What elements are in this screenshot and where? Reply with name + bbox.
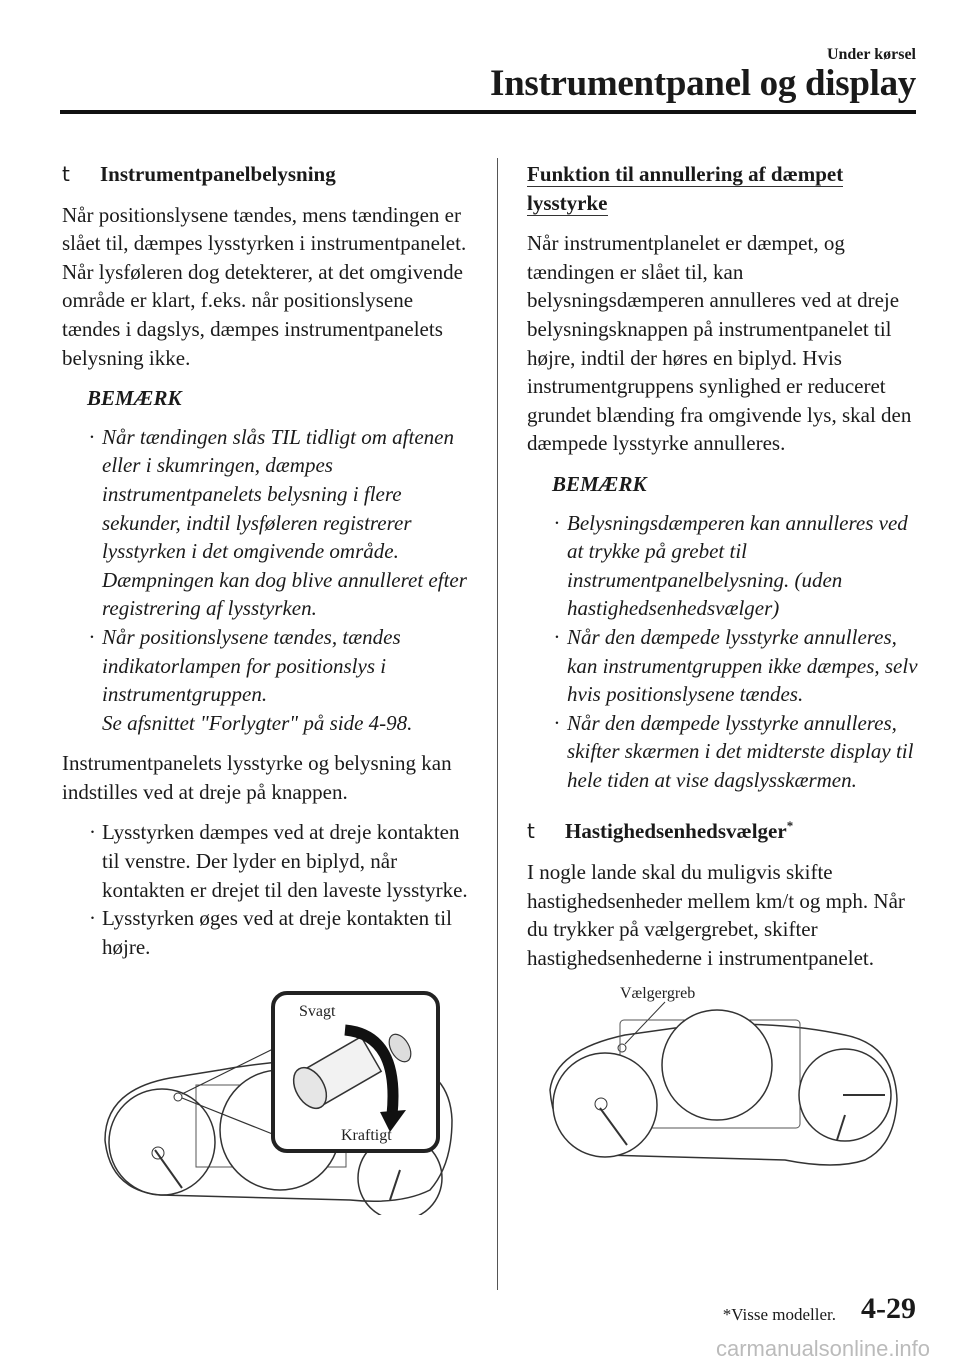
- section-heading: [62, 160, 472, 189]
- list-item: · Lysstyrken øges ved at dreje kontakten til højre.: [89, 906, 452, 959]
- dimmer-knob-figure: [100, 990, 460, 1215]
- page-number: 4-29: [861, 1292, 916, 1325]
- strong-label: Kraftigt: [341, 1127, 392, 1144]
- note-item: · Når den dæmpede lysstyrke annulleres, kan instrumentgruppen ikke dæmpes, selv hvis positionslysene tændes.: [554, 624, 918, 707]
- section-heading-text: Hastighedsenhedsvælger: [565, 819, 787, 844]
- weak-label: Svagt: [299, 1003, 336, 1020]
- note-item: · Når positionslysene tændes, tændes indikatorlampen for positionslys i instrumentgruppen. Se afsnittet "Forlygter" på side 4-98.: [89, 624, 413, 735]
- note-block: [527, 470, 919, 795]
- note-item: · Når den dæmpede lysstyrke annulleres, skifter skærmen i det midterste display til hele tiden at vise dagslysskærmen.: [554, 710, 914, 792]
- dimmer-knob-illustration: [100, 990, 460, 1215]
- watermark: carmanualsonline.info: [715, 1336, 930, 1361]
- note-item: · Belysningsdæmperen kan annulleres ved at trykke på grebet til instrumentpanelbelysning. (uden hastighedsenhedsvælger): [554, 510, 908, 621]
- selector-lever-figure: [545, 980, 905, 1180]
- note-title: BEMÆRK: [87, 386, 182, 411]
- section-heading-text: Instrumentpanelbelysning: [100, 162, 336, 186]
- paragraph: Instrumentpanelets lysstyrke og belysning kan indstilles ved at dreje på knappen.: [62, 751, 452, 804]
- footnote-marker: *: [786, 818, 794, 834]
- column-divider: [497, 158, 498, 1290]
- note-item: · Når tændingen slås TIL tidligt om aftenen eller i skumringen, dæmpes instrumentpanelets belysning i flere sekunder, indtil lysføleren registrerer lysstyrken i det omgivende område. Dæmpningen kan dog blive annulleret efter registrering af lysstyrken.: [89, 424, 467, 621]
- note-title: BEMÆRK: [552, 471, 647, 496]
- section-marker-icon: t: [527, 819, 535, 844]
- left-column: [62, 160, 472, 961]
- paragraph: Når positionslysene tændes, mens tændingen er slået til, dæmpes lysstyrken i instrumentpanelet. Når lysføleren dog detekterer, at det omgivende område er klart, f.eks. når positionslysene tændes i dagslys, dæmpes instrumentpanelets belysning ikke.: [62, 202, 467, 370]
- footnote: *Visse modeller.: [722, 1305, 836, 1324]
- section-heading: [527, 812, 919, 846]
- paragraph: Når instrumentplanelet er dæmpet, og tændingen er slået til, kan belysningsdæmperen annulleres ved at dreje belysningsknappen på instrumentpanelet til højre, indtil der høres en biplyd. Hvis instrumentgruppens synlighed er reduceret grundet blænding fra omgivende lys, skal den dæmpede lysstyrke annulleres.: [527, 231, 912, 456]
- running-header-title: Instrumentpanel og display: [489, 63, 916, 104]
- right-column: [527, 160, 919, 984]
- header-rule: [60, 110, 916, 114]
- running-header-section: Under kørsel: [826, 46, 916, 63]
- list-item: · Lysstyrken dæmpes ved at dreje kontakten til venstre. Der lyder en biplyd, når kontakten er drejet til den laveste lysstyrke.: [89, 820, 468, 902]
- selector-lever-label: Vælgergreb: [620, 985, 696, 1002]
- subsection-heading: Funktion til annullering af dæmpet lysstyrke: [527, 162, 844, 215]
- section-marker-icon: t: [62, 162, 70, 186]
- paragraph: I nogle lande skal du muligvis skifte hastighedsenheder mellem km/t og mph. Når du trykker på vælgergrebet, skifter hastighedsenhederne i instrumentpanelet.: [527, 860, 905, 970]
- note-block: [62, 384, 472, 737]
- selector-lever-illustration: [545, 980, 905, 1180]
